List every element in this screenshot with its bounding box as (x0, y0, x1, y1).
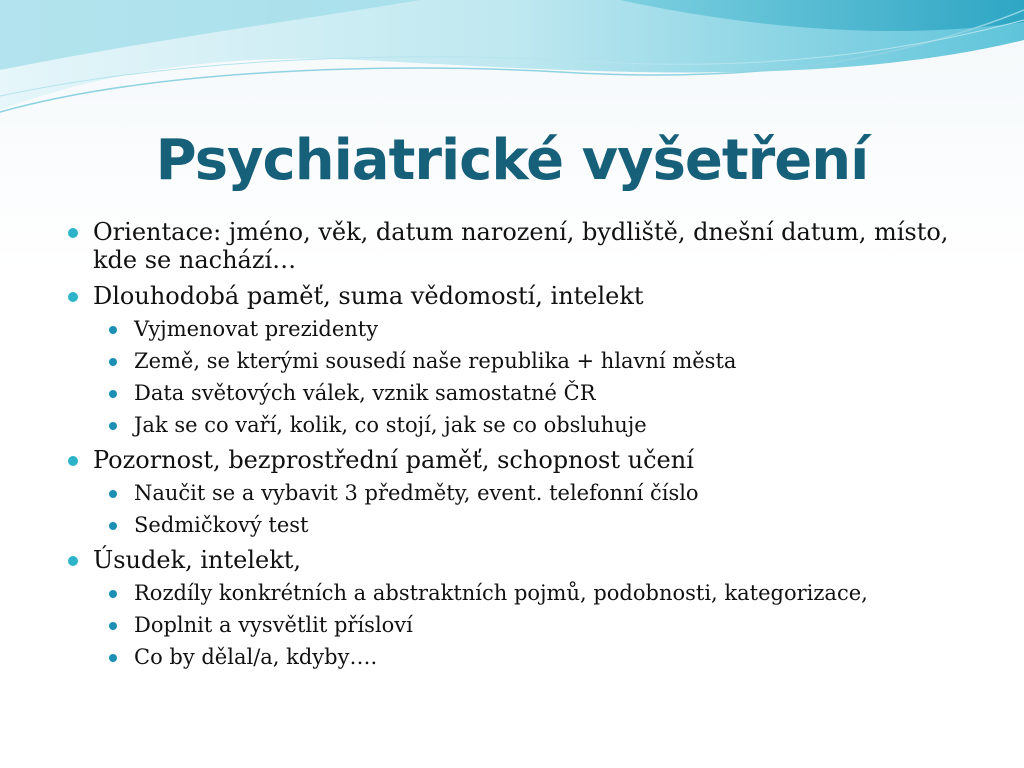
sub-bullet-text: Doplnit a vysvětlit přísloví (134, 613, 413, 637)
sub-bullet-icon (109, 654, 117, 662)
sub-bullet-icon (109, 326, 117, 334)
sub-bullet-text: Země, se kterými sousedí naše republika + hlavní města (134, 349, 737, 373)
bullet-text: Dlouhodobá paměť, suma vědomostí, intelekt (93, 282, 644, 310)
bullet-item-long-term-memory (64, 282, 984, 438)
bullet-icon (68, 228, 78, 238)
bullet-text: Úsudek, intelekt, (93, 546, 302, 574)
bullet-text: Orientace: jméno, věk, datum narození, bydliště, dnešní datum, místo, kde se nachází… (93, 218, 949, 274)
slide-content (64, 218, 984, 678)
sub-bullet-text: Jak se co vaří, kolik, co stojí, jak se co obsluhuje (134, 413, 647, 437)
slide-title: Psychiatrické vyšetření (155, 128, 869, 193)
sub-bullet-icon (109, 622, 117, 630)
sub-bullet-item (93, 380, 984, 406)
sub-bullet-text: Rozdíly konkrétních a abstraktních pojmů, podobnosti, kategorizace, (134, 581, 868, 605)
sub-bullet-item (93, 644, 984, 670)
sub-bullet-item (93, 512, 984, 538)
bullet-item-attention (64, 446, 984, 538)
bullet-item-judgement (64, 546, 984, 670)
sub-bullet-item (93, 316, 984, 342)
sub-bullet-list (93, 480, 984, 538)
sub-bullet-icon (109, 490, 117, 498)
bullet-icon (68, 556, 78, 566)
sub-bullet-item (93, 580, 984, 606)
decorative-wave-banner (0, 0, 1024, 130)
sub-bullet-text: Vyjmenovat prezidenty (134, 317, 379, 341)
bullet-icon (68, 456, 78, 466)
sub-bullet-list (93, 316, 984, 438)
sub-bullet-item (93, 412, 984, 438)
sub-bullet-list (93, 580, 984, 670)
sub-bullet-item (93, 480, 984, 506)
sub-bullet-text: Co by dělal/a, kdyby…. (134, 645, 378, 669)
sub-bullet-item (93, 612, 984, 638)
sub-bullet-icon (109, 358, 117, 366)
sub-bullet-text: Sedmičkový test (134, 513, 309, 537)
bullet-text: Pozornost, bezprostřední paměť, schopnost učení (93, 446, 694, 474)
sub-bullet-item (93, 348, 984, 374)
sub-bullet-icon (109, 422, 117, 430)
bullet-item-orientation (64, 218, 984, 274)
sub-bullet-icon (109, 590, 117, 598)
bullet-list (64, 218, 984, 670)
sub-bullet-icon (109, 390, 117, 398)
bullet-icon (68, 292, 78, 302)
sub-bullet-text: Naučit se a vybavit 3 předměty, event. telefonní číslo (134, 481, 699, 505)
sub-bullet-text: Data světových válek, vznik samostatné ČR (134, 381, 596, 405)
sub-bullet-icon (109, 522, 117, 530)
